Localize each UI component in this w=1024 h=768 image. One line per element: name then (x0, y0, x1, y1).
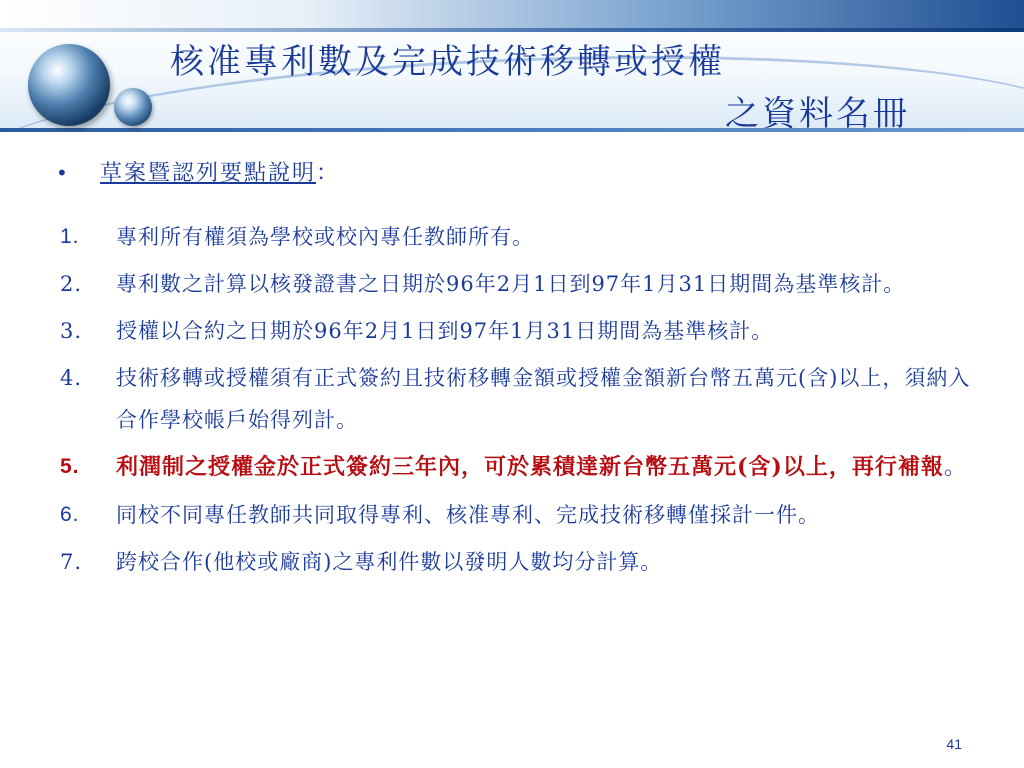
small-sphere-icon (114, 88, 152, 126)
bullet-icon: • (56, 161, 70, 185)
list-item-number: 6. (60, 503, 80, 526)
slide-title-line1: 核准專利數及完成技術移轉或授權 (170, 42, 725, 82)
list-item (60, 541, 990, 583)
slide-title-line2: 之資料名冊 (725, 94, 910, 132)
list-item (60, 216, 990, 258)
subhead (56, 156, 340, 187)
list-item-text (116, 446, 990, 489)
list-item (60, 357, 990, 441)
header-top-line (0, 28, 1024, 32)
numbered-list (60, 216, 990, 588)
list-item-number: 1. (60, 225, 80, 248)
list-item-suffix: 。 (943, 455, 967, 480)
list-item-text: 同校不同專任教師共同取得專利、核准專利、完成技術移轉僅採計一件。 (116, 503, 820, 527)
list-item-number: 4. (60, 366, 83, 390)
list-item-highlighted (60, 446, 990, 489)
list-item-number: 7. (60, 550, 83, 574)
list-item-text: 專利所有權須為學校或校內專任教師所有。 (116, 225, 534, 249)
list-item-text: 技術移轉或授權須有正式簽約且技術移轉金額或授權金額新台幣五萬元(含)以上，須納入合作學校帳戶始得列計。 (116, 366, 971, 432)
list-item-text: 跨校合作(他校或廠商)之專利件數以發明人數均分計算。 (116, 550, 663, 574)
list-item-number: 5. (60, 455, 80, 478)
highlighted-text: 利潤制之授權金於正式簽約三年內，可於累積達新台幣五萬元(含)以上，再行補報 (116, 454, 944, 480)
list-item (60, 310, 990, 352)
slide-header (0, 0, 1024, 132)
subhead-colon: ： (316, 161, 341, 186)
list-item-number: 3. (60, 319, 83, 343)
list-item (60, 263, 990, 305)
list-item-number: 2. (60, 272, 83, 296)
header-top-bar (0, 0, 1024, 28)
list-item-text: 授權以合約之日期於96年2月1日到97年1月31日期間為基準核計。 (116, 319, 774, 343)
subhead-link[interactable]: 草案暨認列要點說明 (100, 161, 317, 186)
page-number: 41 (946, 736, 962, 752)
list-item-text: 專利數之計算以核發證書之日期於96年2月1日到97年1月31日期間為基準核計。 (116, 272, 906, 296)
sphere-logo-icon (28, 44, 110, 126)
list-item (60, 494, 990, 536)
